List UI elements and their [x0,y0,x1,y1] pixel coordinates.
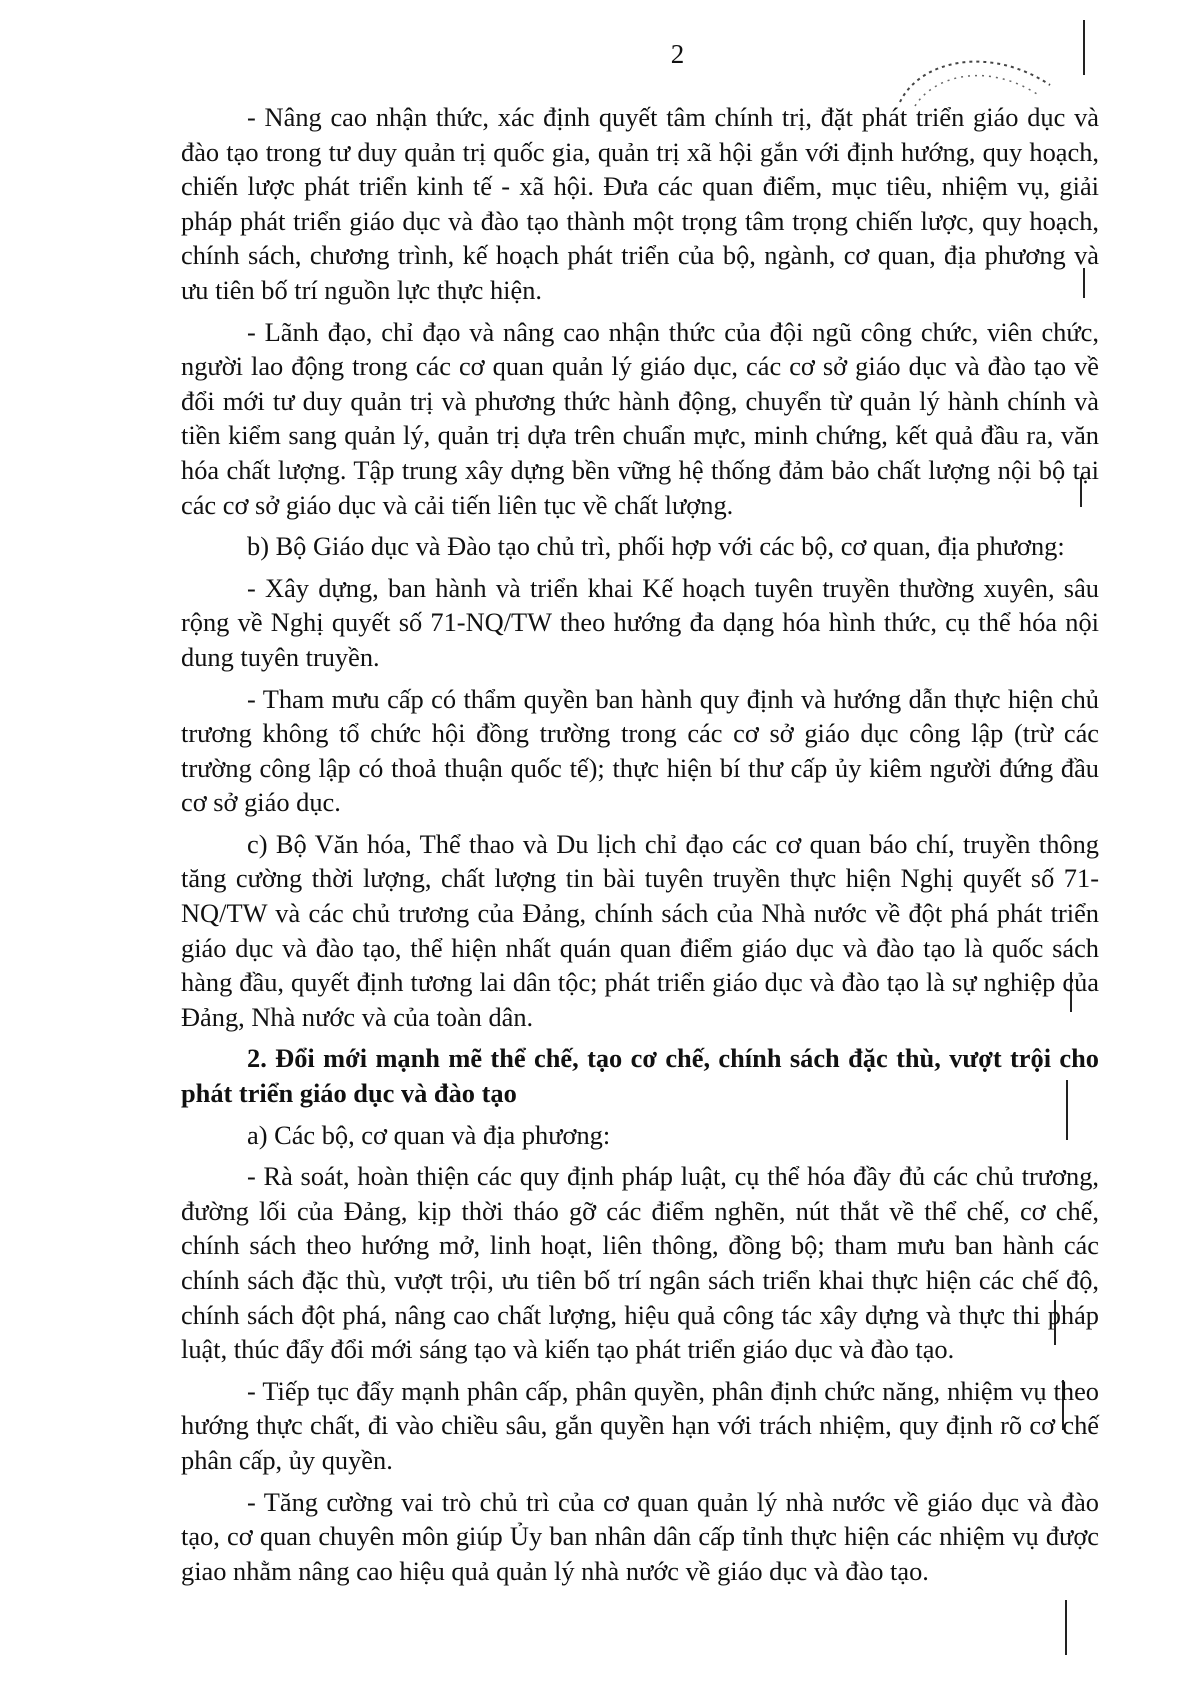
paragraph: - Lãnh đạo, chỉ đạo và nâng cao nhận thức của đội ngũ công chức, viên chức, người lao động trong các cơ quan quản lý giáo dục, các cơ sở giáo dục và đào tạo về đổi mới tư duy quản trị và phương thức hành động, chuyển từ quản lý hành chính và tiền kiểm sang quản lý, quản trị dựa trên chuẩn mực, minh chứng, kết quả đầu ra, văn hóa chất lượng. Tập trung xây dựng bền vững hệ thống đảm bảo chất lượng nội bộ tại các cơ sở giáo dục và cải tiến liên tục về chất lượng. [181,316,1099,520]
document-body [181,100,1099,1595]
margin-mark [1065,1600,1067,1655]
paragraph: - Tăng cường vai trò chủ trì của cơ quan quản lý nhà nước về giáo dục và đào tạo, cơ quan chuyên môn giúp Ủy ban nhân dân cấp tỉnh thực hiện các nhiệm vụ được giao nhằm nâng cao hiệu quả quản lý nhà nước về giáo dục và đào tạo. [181,1486,1099,1586]
paragraph: - Xây dựng, ban hành và triển khai Kế hoạch tuyên truyền thường xuyên, sâu rộng về Nghị quyết số 71-NQ/TW theo hướng đa dạng hóa hình thức, cụ thể hóa nội dung tuyên truyền. [181,572,1099,672]
paragraph: b) Bộ Giáo dục và Đào tạo chủ trì, phối hợp với các bộ, cơ quan, địa phương: [247,531,1065,562]
paragraph: - Rà soát, hoàn thiện các quy định pháp luật, cụ thể hóa đầy đủ các chủ trương, đường lối của Đảng, kịp thời tháo gỡ các điểm nghẽn, nút thắt về thể chế, cơ chế, chính sách theo hướng mở, linh hoạt, liên thông, đồng bộ; tham mưu ban hành các chính sách đặc thù, vượt trội, ưu tiên bố trí ngân sách triển khai thực hiện các chế độ, chính sách đột phá, nâng cao chất lượng, hiệu quả công tác xây dựng và thực thi pháp luật, thúc đẩy đổi mới sáng tạo và kiến tạo phát triển giáo dục và đào tạo. [181,1161,1099,1365]
paragraph: a) Các bộ, cơ quan và địa phương: [247,1119,611,1150]
paragraph: - Tham mưu cấp có thẩm quyền ban hành quy định và hướng dẫn thực hiện chủ trương không tổ chức hội đồng trường trong các cơ sở giáo dục công lập (trừ các trường công lập có thoả thuận quốc tế); thực hiện bí thư cấp ủy kiêm người đứng đầu cơ sở giáo dục. [181,683,1099,818]
margin-mark [1083,20,1085,75]
paragraph: c) Bộ Văn hóa, Thể thao và Du lịch chỉ đạo các cơ quan báo chí, truyền thông tăng cường thời lượng, chất lượng tin bài tuyên truyền thực hiện Nghị quyết số 71-NQ/TW và các chủ trương của Đảng, chính sách của Nhà nước về đột phá phát triển giáo dục và đào tạo, thể hiện nhất quán quan điểm giáo dục và đào tạo là quốc sách hàng đầu, quyết định tương lai dân tộc; phát triển giáo dục và đào tạo là sự nghiệp của Đảng, Nhà nước và của toàn dân. [181,828,1099,1032]
section-heading: 2. Đổi mới mạnh mẽ thể chế, tạo cơ chế, chính sách đặc thù, vượt trội cho phát triển giáo dục và đào tạo [181,1043,1099,1109]
page-number: 2 [670,39,685,69]
paragraph: - Nâng cao nhận thức, xác định quyết tâm chính trị, đặt phát triển giáo dục và đào tạo trong tư duy quản trị quốc gia, quản trị xã hội gắn với định hướng, quy hoạch, chiến lược phát triển kinh tế - xã hội. Đưa các quan điểm, mục tiêu, nhiệm vụ, giải pháp phát triển giáo dục và đào tạo thành một trọng tâm trọng chiến lược, quy hoạch, chính sách, chương trình, kế hoạch phát triển của bộ, ngành, cơ quan, địa phương và ưu tiên bố trí nguồn lực thực hiện. [181,102,1099,305]
paragraph: - Tiếp tục đẩy mạnh phân cấp, phân quyền, phân định chức năng, nhiệm vụ theo hướng thực chất, đi vào chiều sâu, gắn quyền hạn với trách nhiệm, quy định rõ cơ chế phân cấp, ủy quyền. [181,1375,1099,1475]
